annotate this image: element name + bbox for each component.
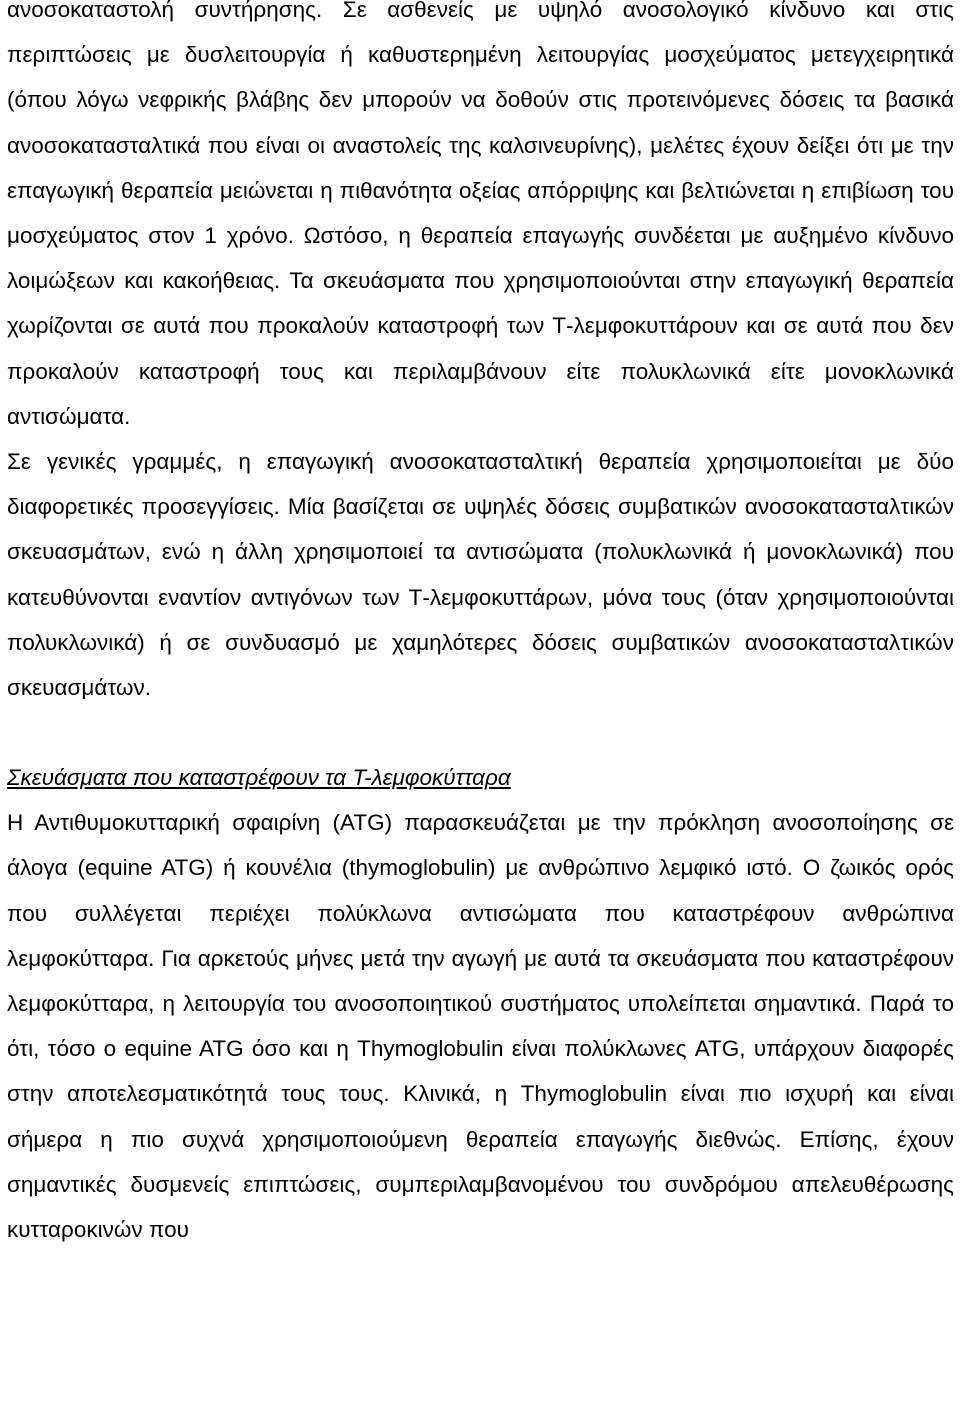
text-block [7,0,954,1252]
paragraph-2: Σε γενικές γραμμές, η επαγωγική ανοσοκατασταλτική θεραπεία χρησιμοποιείται με δύο διαφορετικές προσεγγίσεις. Μία βασίζεται σε υψηλές δόσεις συμβατικών ανοσοκατασταλτικών σκευασμάτων, ενώ η άλλη χρησιμοποιεί τα αντισώματα (πολυκλωνικά ή μονοκλωνικά) που κατευθύνονται εναντίον αντιγόνων των Τ-λεμφοκυττάρων, μόνα τους (όταν χρησιμοποιούνται πολυκλωνικά) ή σε συνδυασμό με χαμηλότερες δόσεις συμβατικών ανοσοκατασταλτικών σκευασμάτων. [7,449,954,701]
section-paragraph: Η Αντιθυμοκυτταρική σφαιρίνη (ATG) παρασκευάζεται με την πρόκληση ανοσοποίησης σε άλογα (equine ATG) ή κουνέλια (thymoglobulin) με ανθρώπινο λεμφικό ιστό. Ο ζωικός ορός που συλλέγεται περιέχει πολύκλωνα αντισώματα που καταστρέφουν ανθρώπινα λεμφοκύτταρα. Για αρκετούς μήνες μετά την αγωγή με αυτά τα σκευάσματα που καταστρέφουν λεμφοκύτταρα, η λειτουργία του ανοσοποιητικού συστήματος υπολείπεται σημαντικά. Παρά το ότι, τόσο ο equine ATG όσο και η Thymoglobulin είναι πολύκλωνες ATG, υπάρχουν διαφορές στην αποτελεσματικότητά τους τους. Κλινικά, η Thymoglobulin είναι πιο ισχυρή και είναι σήμερα η πιο συχνά χρησιμοποιούμενη θεραπεία επαγωγής διεθνώς. Επίσης, έχουν σημαντικές δυσμενείς επιπτώσεις, συμπεριλαμβανομένου του συνδρόμου απελευθέρωσης κυτταροκινών που [7,810,954,1243]
section-heading: Σκευάσματα που καταστρέφουν τα Τ-λεμφοκύτταρα [7,765,511,791]
paragraph-1: ανοσοκαταστολή συντήρησης. Σε ασθενείς με υψηλό ανοσολογικό κίνδυνο και στις περιπτώσεις με δυσλειτουργία ή καθυστερημένη λειτουργίας μοσχεύματος μετεγχειρητικά (όπου λόγω νεφρικής βλάβης δεν μπορούν να δοθούν στις προτεινόμενες δόσεις τα βασικά ανοσοκατασταλτικά που είναι οι αναστολείς της καλσινευρίνης), μελέτες έχουν δείξει ότι με την επαγωγική θεραπεία μειώνεται η πιθανότητα οξείας απόρριψης και βελτιώνεται η επιβίωση του μοσχεύματος στον 1 χρόνο. Ωστόσο, η θεραπεία επαγωγής συνδέεται με αυξημένο κίνδυνο λοιμώξεων και κακοήθειας. Τα σκευάσματα που χρησιμοποιούνται στην επαγωγική θεραπεία χωρίζονται σε αυτά που προκαλούν καταστροφή των Τ-λεμφοκυττάρουν και σε αυτά που δεν προκαλούν καταστροφή τους και περιλαμβάνουν είτε πολυκλωνικά είτε μονοκλωνικά αντισώματα. [7,0,954,429]
section-spacer [7,710,954,755]
